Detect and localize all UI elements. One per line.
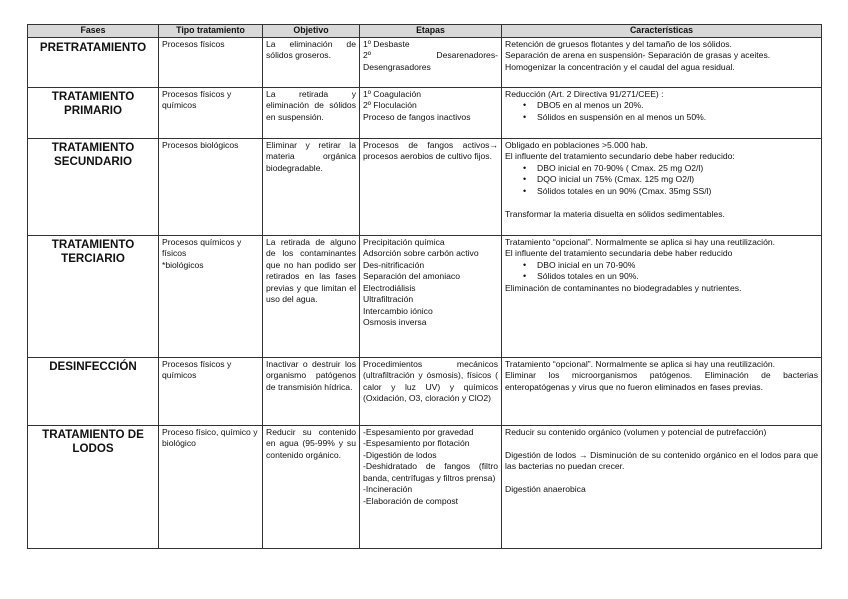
fase-cell: TRATAMIENTO TERCIARIO xyxy=(28,235,159,357)
tipo-cell: Procesos químicos y físicos *biológicos xyxy=(159,235,263,357)
caracteristicas-cell: Tratamiento “opcional”. Normalmente se aplica si hay una reutilización. Eliminar los microorganismos patógenos. Eliminación de bacterias enteropatógenas y virus que no fueron eliminados en fases previas. xyxy=(502,357,822,425)
objetivo-cell: La eliminación de sólidos groseros. xyxy=(263,37,360,87)
header-caracteristicas: Características xyxy=(502,25,822,38)
list-item: • DBO inicial en un 70-90% xyxy=(537,260,818,272)
fase-cell: TRATAMIENTO SECUNDARIO xyxy=(28,138,159,235)
etapas-cell: 1º Coagulación 2º Floculación Proceso de fangos inactivos xyxy=(360,87,502,138)
caracteristicas-cell: Reducción (Art. 2 Directiva 91/271/CEE) : • DBO5 en al menos un 20%. • Sólidos en suspensión en al menos un 50%. xyxy=(502,87,822,138)
objetivo-cell: Reducir su contenido en agua (95-99% y su contenido orgánico. xyxy=(263,425,360,548)
list-item: • DBO inicial en 70-90% ( Cmax. 25 mg O2/l) xyxy=(537,163,818,175)
objetivo-cell: La retirada y eliminación de sólidos en suspensión. xyxy=(263,87,360,138)
header-etapas: Etapas xyxy=(360,25,502,38)
tipo-cell: Procesos físicos xyxy=(159,37,263,87)
caracteristicas-cell: Obligado en poblaciones >5.000 hab. El influente del tratamiento secundario debe haber reducido: • DBO inicial en 70-90% ( Cmax. 25 mg O2/l) • DQO inicial un 75% (Cmax. 125 mg O2/l) • Sólidos totales en un 90% (Cmax. 35mg SS/l) Transformar la materia disuelta en sólidos sedimentables. xyxy=(502,138,822,235)
list-item: • Sólidos en suspensión en al menos un 50%. xyxy=(537,112,818,124)
objetivo-cell: Inactivar o destruir los organismo patógenos de transmisión hídrica. xyxy=(263,357,360,425)
etapas-cell: -Espesamiento por gravedad -Espesamiento por flotación -Digestión de lodos -Deshidratado de fangos (filtro banda, centrífugas y filtros prensa) -Incineración -Elaboración de compost xyxy=(360,425,502,548)
header-fases: Fases xyxy=(28,25,159,38)
etapas-cell: Procesos de fangos activos→ procesos aerobios de cultivo fijos. xyxy=(360,138,502,235)
header-tipo: Tipo tratamiento xyxy=(159,25,263,38)
fase-cell: TRATAMIENTO DE LODOS xyxy=(28,425,159,548)
objetivo-cell: La retirada de alguno de los contaminantes que no han podido ser retirados en las fases previas y que limitan el uso del agua. xyxy=(263,235,360,357)
caracteristicas-cell: Retención de gruesos flotantes y del tamaño de los sólidos. Separación de arena en suspensión- Separación de grasas y aceites. Homogenizar la concentración y el caudal del agua residual. xyxy=(502,37,822,87)
tipo-cell: Procesos físicos y químicos xyxy=(159,357,263,425)
tipo-cell: Procesos físicos y químicos xyxy=(159,87,263,138)
table-row xyxy=(28,87,822,138)
header-objetivo: Objetivo xyxy=(263,25,360,38)
fase-cell: PRETRATAMIENTO xyxy=(28,37,159,87)
list-item: • Sólidos totales en un 90% (Cmax. 35mg SS/l) xyxy=(537,186,818,198)
fase-cell: TRATAMIENTO PRIMARIO xyxy=(28,87,159,138)
header-row xyxy=(28,25,822,38)
table-row xyxy=(28,138,822,235)
etapas-cell: Precipitación química Adsorción sobre carbón activo Des-nitrificación Separación del amoniaco Electrodiálisis Ultrafiltración Intercambio iónico Osmosis inversa xyxy=(360,235,502,357)
caracteristicas-cell: Tratamiento “opcional”. Normalmente se aplica si hay una reutilización. El influente del tratamiento secundaria debe haber reducido • DBO inicial en un 70-90% • Sólidos totales en un 90%. Eliminación de contaminantes no biodegradables y nutrientes. xyxy=(502,235,822,357)
tipo-cell: Proceso físico, químico y biológico xyxy=(159,425,263,548)
fase-cell: DESINFECCIÓN xyxy=(28,357,159,425)
list-item: • DQO inicial un 75% (Cmax. 125 mg O2/l) xyxy=(537,174,818,186)
list-item: • DBO5 en al menos un 20%. xyxy=(537,100,818,112)
list-item: • Sólidos totales en un 90%. xyxy=(537,271,818,283)
tipo-cell: Procesos biológicos xyxy=(159,138,263,235)
table-row xyxy=(28,425,822,548)
etapas-cell: Procedimientos mecánicos (ultrafiltración y ósmosis), físicos ( calor y luz UV) y químicos (Oxidación, O3, cloración y ClO2) xyxy=(360,357,502,425)
table-row xyxy=(28,235,822,357)
table-row xyxy=(28,37,822,87)
etapas-cell: 1º Desbaste 2º Desarenadores-Desengrasadores xyxy=(360,37,502,87)
water-treatment-table xyxy=(27,24,822,549)
objetivo-cell: Eliminar y retirar la materia orgánica biodegradable. xyxy=(263,138,360,235)
table-row xyxy=(28,357,822,425)
caracteristicas-cell: Reducir su contenido orgánico (volumen y potencial de putrefacción) Digestión de lodos → Disminución de su contenido orgánico en el lodos para que las bacterias no puedan crecer. Digestión anaerobica xyxy=(502,425,822,548)
